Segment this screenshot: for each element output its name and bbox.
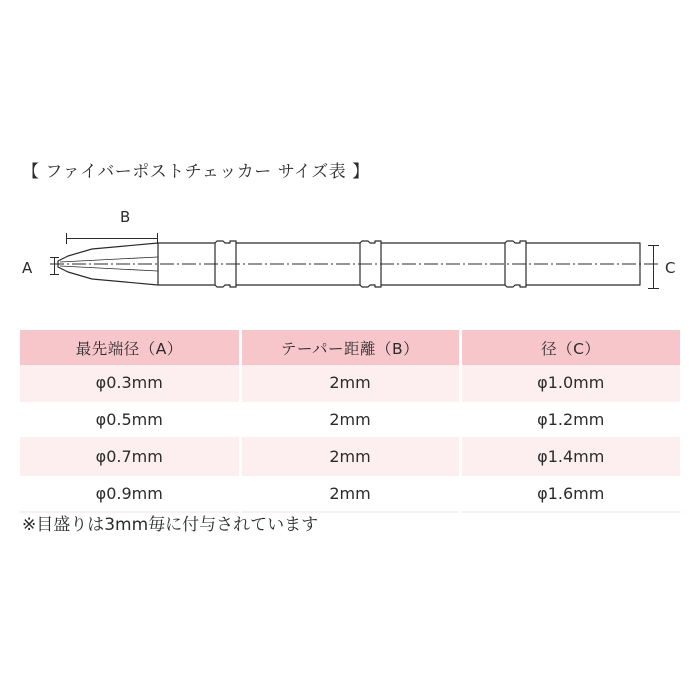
table-body (20, 365, 680, 512)
cell-taper-length: 2mm (240, 365, 460, 401)
dimension-label-a: A (22, 259, 33, 277)
cell-diameter: φ1.0mm (460, 365, 680, 401)
column-header-b: テーパー距離（B） (240, 330, 460, 365)
dimension-label-c: C (665, 259, 676, 277)
table-header (20, 330, 680, 365)
column-header-c: 径（C） (460, 330, 680, 365)
cell-diameter: φ1.2mm (460, 401, 680, 438)
page-title: 【 ファイバーポストチェッカー サイズ表 】 (22, 162, 370, 182)
table-header-row (20, 330, 680, 365)
cell-tip-diameter: φ0.9mm (20, 475, 240, 512)
cell-taper-length: 2mm (240, 401, 460, 438)
fiber-post-illustration (20, 205, 680, 320)
cell-taper-length: 2mm (240, 438, 460, 475)
footnote: ※目盛りは3mm毎に付与されています (22, 515, 319, 535)
table-row (20, 438, 680, 475)
size-table (20, 330, 680, 513)
cell-diameter: φ1.4mm (460, 438, 680, 475)
table-row (20, 401, 680, 438)
table-row (20, 475, 680, 512)
dimension-label-b: B (120, 208, 131, 226)
post-diagram (20, 205, 680, 320)
column-header-a: 最先端径（A） (20, 330, 240, 365)
cell-tip-diameter: φ0.7mm (20, 438, 240, 475)
cell-diameter: φ1.6mm (460, 475, 680, 512)
table-row (20, 365, 680, 401)
cell-tip-diameter: φ0.5mm (20, 401, 240, 438)
cell-taper-length: 2mm (240, 475, 460, 512)
cell-tip-diameter: φ0.3mm (20, 365, 240, 401)
